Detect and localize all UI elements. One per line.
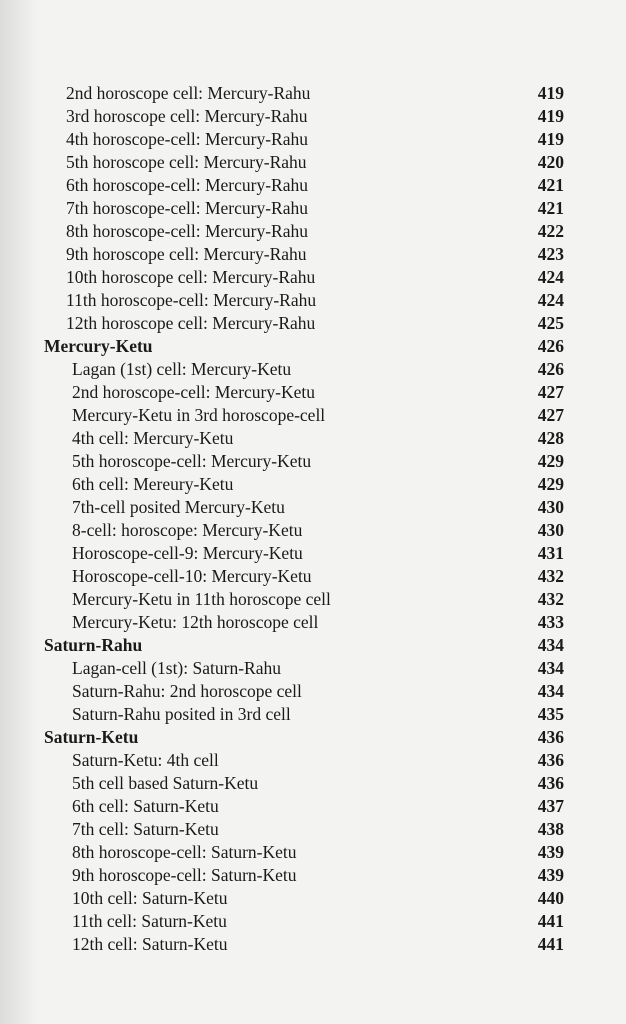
entry-title: 10th cell: Saturn-Ketu	[72, 888, 228, 908]
page-number: 434	[537, 635, 564, 655]
entry-title: Horoscope-cell-9: Mercury-Ketu	[72, 543, 303, 563]
toc-entry	[44, 496, 564, 519]
page-edge-shadow	[0, 0, 38, 1024]
entry-title: 6th horoscope-cell: Mercury-Rahu	[66, 175, 309, 195]
page-number: 434	[537, 658, 564, 678]
toc-entry	[44, 105, 564, 128]
entry-title: 6th cell: Saturn-Ketu	[72, 796, 219, 816]
toc-entry	[44, 151, 564, 174]
toc-entry	[44, 749, 564, 772]
toc-entry	[44, 174, 564, 197]
toc-entry	[44, 289, 564, 312]
entry-title: 8th horoscope-cell: Saturn-Ketu	[72, 842, 297, 862]
entry-title: 6th cell: Mereury-Ketu	[72, 474, 234, 494]
entry-title: Saturn-Ketu: 4th cell	[72, 750, 219, 770]
toc-entry	[44, 450, 564, 473]
toc-entry	[44, 680, 564, 703]
toc-entry	[44, 887, 564, 910]
page-number: 424	[537, 267, 564, 287]
toc-entry	[44, 473, 564, 496]
page-number: 423	[537, 244, 564, 264]
section-title: Mercury-Ketu	[44, 336, 153, 356]
entry-title: 10th horoscope cell: Mercury-Rahu	[66, 267, 316, 287]
page-number: 441	[537, 911, 564, 931]
page-number: 433	[537, 612, 564, 632]
toc-entry	[44, 266, 564, 289]
page-number: 439	[537, 865, 564, 885]
page-number: 426	[537, 336, 564, 356]
section-title: Saturn-Ketu	[44, 727, 139, 747]
entry-title: 9th horoscope-cell: Saturn-Ketu	[72, 865, 297, 885]
entry-title: 4th horoscope-cell: Mercury-Rahu	[66, 129, 309, 149]
page-number: 431	[537, 543, 564, 563]
toc-entry	[44, 588, 564, 611]
toc-entry	[44, 910, 564, 933]
page-number: 420	[537, 152, 564, 172]
toc-entry	[44, 381, 564, 404]
toc-section-heading	[44, 726, 564, 749]
toc-entry	[44, 243, 564, 266]
entry-title: Mercury-Ketu in 11th horoscope cell	[72, 589, 331, 609]
toc-entry	[44, 427, 564, 450]
entry-title: 5th cell based Saturn-Ketu	[72, 773, 259, 793]
toc-entry	[44, 565, 564, 588]
toc-entry	[44, 864, 564, 887]
page-number: 425	[537, 313, 564, 333]
page-number: 436	[537, 727, 564, 747]
toc-entry	[44, 933, 564, 956]
toc-entry	[44, 519, 564, 542]
toc-entry	[44, 818, 564, 841]
entry-title: 9th horoscope cell: Mercury-Rahu	[66, 244, 307, 264]
entry-title: 12th cell: Saturn-Ketu	[72, 934, 228, 954]
entry-title: 4th cell: Mercury-Ketu	[72, 428, 234, 448]
page-number: 432	[537, 566, 564, 586]
toc-entry	[44, 772, 564, 795]
entry-title: 3rd horoscope cell: Mercury-Rahu	[66, 106, 308, 126]
page-number: 439	[537, 842, 564, 862]
toc-entry	[44, 220, 564, 243]
page-number: 419	[537, 106, 564, 126]
page-number: 427	[537, 382, 564, 402]
page-number: 429	[537, 451, 564, 471]
entry-title: Lagan (1st) cell: Mercury-Ketu	[72, 359, 292, 379]
page-number: 436	[537, 750, 564, 770]
entry-title: 2nd horoscope cell: Mercury-Rahu	[66, 83, 311, 103]
entry-title: Lagan-cell (1st): Saturn-Rahu	[72, 658, 281, 678]
page-number: 426	[537, 359, 564, 379]
toc-entry	[44, 358, 564, 381]
toc-entry	[44, 128, 564, 151]
page-number: 428	[537, 428, 564, 448]
page-number: 432	[537, 589, 564, 609]
page-number: 422	[537, 221, 564, 241]
entry-title: Mercury-Ketu: 12th horoscope cell	[72, 612, 319, 632]
entry-title: 7th cell: Saturn-Ketu	[72, 819, 219, 839]
page-number: 419	[537, 129, 564, 149]
toc-entry	[44, 197, 564, 220]
page-number: 440	[537, 888, 564, 908]
entry-title: 2nd horoscope-cell: Mercury-Ketu	[72, 382, 315, 402]
page-number: 434	[537, 681, 564, 701]
entry-title: 5th horoscope cell: Mercury-Rahu	[66, 152, 307, 172]
page-number: 421	[537, 198, 564, 218]
page-number: 438	[537, 819, 564, 839]
section-title: Saturn-Rahu	[44, 635, 143, 655]
page-number: 441	[537, 934, 564, 954]
entry-title: 7th-cell posited Mercury-Ketu	[72, 497, 285, 517]
page-number: 437	[537, 796, 564, 816]
entry-title: Mercury-Ketu in 3rd horoscope-cell	[72, 405, 326, 425]
toc-entry	[44, 841, 564, 864]
toc-entry	[44, 657, 564, 680]
page-number: 424	[537, 290, 564, 310]
toc-entry	[44, 404, 564, 427]
entry-title: 11th horoscope-cell: Mercury-Rahu	[66, 290, 317, 310]
toc-entry	[44, 795, 564, 818]
entry-title: 11th cell: Saturn-Ketu	[72, 911, 227, 931]
page-number: 427	[537, 405, 564, 425]
toc-section-heading	[44, 634, 564, 657]
entry-title: Saturn-Rahu: 2nd horoscope cell	[72, 681, 302, 701]
entry-title: Horoscope-cell-10: Mercury-Ketu	[72, 566, 312, 586]
page-number: 435	[537, 704, 564, 724]
page-number: 421	[537, 175, 564, 195]
entry-title: 5th horoscope-cell: Mercury-Ketu	[72, 451, 312, 471]
page-number: 436	[537, 773, 564, 793]
page-number: 430	[537, 497, 564, 517]
table-of-contents	[44, 82, 564, 956]
page-number: 429	[537, 474, 564, 494]
page-number: 430	[537, 520, 564, 540]
entry-title: 8-cell: horoscope: Mercury-Ketu	[72, 520, 303, 540]
entry-title: 8th horoscope-cell: Mercury-Rahu	[66, 221, 309, 241]
page-number: 419	[537, 83, 564, 103]
toc-entry	[44, 82, 564, 105]
entry-title: 12th horoscope cell: Mercury-Rahu	[66, 313, 316, 333]
toc-section-heading	[44, 335, 564, 358]
toc-entry	[44, 312, 564, 335]
toc-entry	[44, 703, 564, 726]
entry-title: 7th horoscope-cell: Mercury-Rahu	[66, 198, 309, 218]
toc-entry	[44, 542, 564, 565]
toc-entry	[44, 611, 564, 634]
entry-title: Saturn-Rahu posited in 3rd cell	[72, 704, 291, 724]
